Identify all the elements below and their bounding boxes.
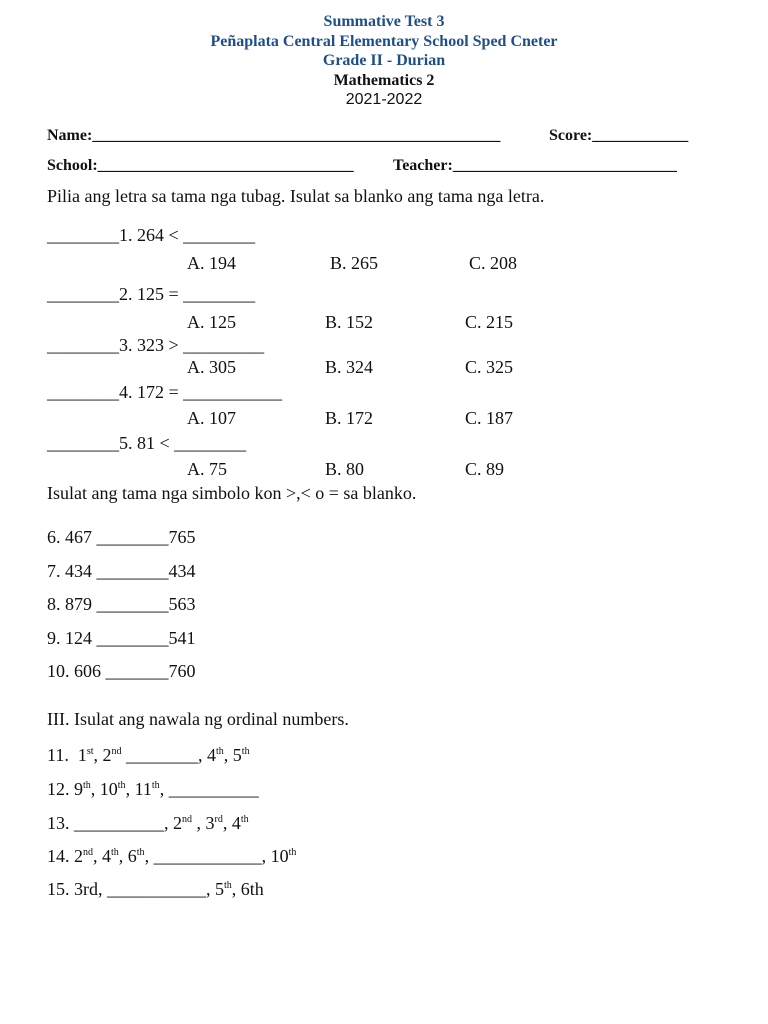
school-year: 2021-2022 xyxy=(345,91,423,108)
q15-text-b: , 6th xyxy=(231,879,264,899)
question-1-choice-c: C. 208 xyxy=(469,253,518,273)
q15-text-a: 3rd, ___________, 5 xyxy=(69,879,224,899)
school-field: School:________________________________ xyxy=(47,157,354,174)
question-14 xyxy=(47,846,296,867)
q14-text-d: , ____________, 10 xyxy=(144,846,289,866)
q14-sup-b: th xyxy=(111,847,119,858)
q13-sup-a: nd xyxy=(182,814,192,825)
question-1-choice-a: A. 194 xyxy=(187,253,236,273)
question-14-number: 14. xyxy=(47,846,70,866)
q14-text-c: , 6 xyxy=(118,846,137,866)
question-4-choice-c: C. 187 xyxy=(465,408,514,428)
question-1-choice-b: B. 265 xyxy=(330,253,379,273)
q13-text-b: , 3 xyxy=(192,813,215,833)
q13-sup-b: rd xyxy=(214,814,223,825)
question-13-number: 13. xyxy=(47,813,70,833)
question-7: 7. 434 ________434 xyxy=(47,561,196,581)
question-6: 6. 467 ________765 xyxy=(47,527,196,547)
question-12 xyxy=(47,779,259,800)
name-field: Name:___________________________________________________ xyxy=(47,127,501,144)
question-5-choice-a: A. 75 xyxy=(187,459,227,479)
q11-text-a: 1 xyxy=(77,745,87,765)
question-5-choice-b: B. 80 xyxy=(325,459,365,479)
part1-instruction: Pilia ang letra sa tama nga tubag. Isulat sa blanko ang tama nga letra. xyxy=(47,186,545,206)
question-2-choice-c: C. 215 xyxy=(465,312,514,332)
question-1-stem: ________1. 264 < ________ xyxy=(47,225,256,245)
q14-text-a: 2 xyxy=(69,846,83,866)
q11-sup-c: th xyxy=(216,746,224,757)
question-11 xyxy=(47,745,250,766)
q14-text-b: , 4 xyxy=(93,846,111,866)
teacher-field: Teacher:____________________________ xyxy=(393,157,677,174)
question-2-choice-a: A. 125 xyxy=(187,312,236,332)
question-2-stem: ________2. 125 = ________ xyxy=(47,284,256,304)
q12-sup-c: th xyxy=(151,780,160,791)
q11-text-c: ________, 4 xyxy=(121,745,217,765)
q12-text-c: , 11 xyxy=(125,779,152,799)
question-3-choice-b: B. 324 xyxy=(325,357,374,377)
question-3-stem: ________3. 323 > _________ xyxy=(47,335,265,355)
question-10: 10. 606 _______760 xyxy=(47,661,196,681)
score-field: Score:____________ xyxy=(549,127,689,144)
question-11-number: 11. xyxy=(47,745,69,765)
q14-sup-a: nd xyxy=(83,847,93,858)
question-3-choice-c: C. 325 xyxy=(465,357,514,377)
question-2-choice-b: B. 152 xyxy=(325,312,374,332)
question-15-number: 15. xyxy=(47,879,70,899)
q11-sup-a: st xyxy=(86,746,94,757)
q12-text-d: , __________ xyxy=(159,779,259,799)
question-15 xyxy=(47,879,264,900)
q11-text-b: , 2 xyxy=(93,745,112,765)
question-3-choice-a: A. 305 xyxy=(187,357,236,377)
q13-text-c: , 4 xyxy=(222,813,241,833)
question-5-stem: ________5. 81 < ________ xyxy=(47,433,247,453)
q11-sup-d: th xyxy=(241,746,250,757)
question-9: 9. 124 ________541 xyxy=(47,628,196,648)
q13-text-a: __________, 2 xyxy=(69,813,182,833)
q14-sup-c: th xyxy=(136,847,145,858)
question-5-choice-c: C. 89 xyxy=(465,459,505,479)
test-title: Summative Test 3 xyxy=(323,13,445,30)
question-12-number: 12. xyxy=(47,779,70,799)
q11-text-d: , 5 xyxy=(223,745,242,765)
question-4-choice-a: A. 107 xyxy=(187,408,236,428)
q14-sup-d: th xyxy=(288,847,297,858)
question-4-stem: ________4. 172 = ___________ xyxy=(47,382,283,402)
question-8: 8. 879 ________563 xyxy=(47,594,196,614)
q12-text-a: 9 xyxy=(69,779,83,799)
part2-instruction: Isulat ang tama nga simbolo kon >,< o = sa blanko. xyxy=(47,483,417,503)
part3-instruction: III. Isulat ang nawala ng ordinal numbers. xyxy=(47,709,349,729)
grade-section: Grade II - Durian xyxy=(322,52,446,69)
question-13 xyxy=(47,813,249,834)
q12-sup-a: th xyxy=(83,780,91,791)
q12-text-b: , 10 xyxy=(90,779,118,799)
subject-title: Mathematics 2 xyxy=(333,72,435,89)
q12-sup-b: th xyxy=(117,780,126,791)
q15-sup-a: th xyxy=(224,880,232,891)
question-4-choice-b: B. 172 xyxy=(325,408,374,428)
school-name: Peñaplata Central Elementary School Sped Cneter xyxy=(210,33,558,50)
q11-sup-b: nd xyxy=(111,746,122,757)
q13-sup-c: th xyxy=(240,814,249,825)
